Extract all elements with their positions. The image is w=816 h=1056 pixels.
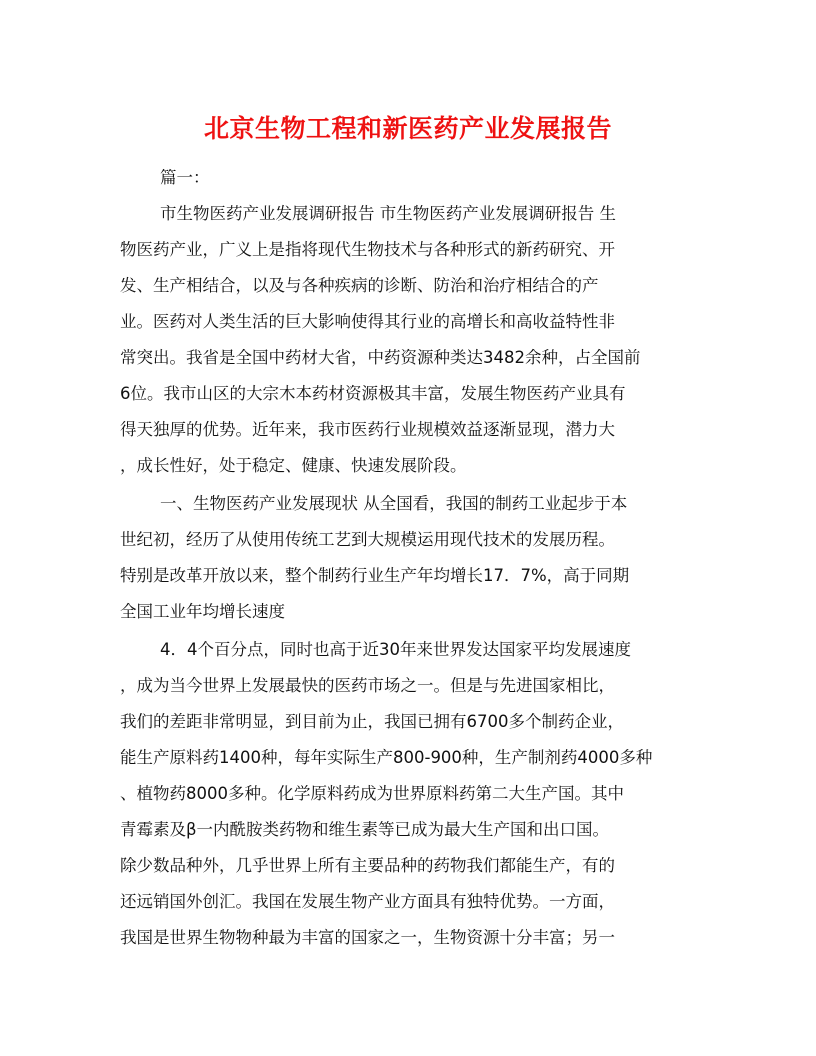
paragraph-line: 物医药产业，广义上是指将现代生物技术与各种形式的新药研究、开 xyxy=(120,240,615,259)
paragraph-line: ，成长性好，处于稳定、健康、快速发展阶段。 xyxy=(120,456,467,475)
paragraph-line: 发、生产相结合，以及与各种疾病的诊断、防治和治疗相结合的产 xyxy=(120,276,599,295)
section-heading: 篇一： xyxy=(160,168,210,187)
paragraph-line: 6位。我市山区的大宗木本药材资源极其丰富，发展生物医药产业具有 xyxy=(120,384,626,403)
document-title: 北京生物工程和新医药产业发展报告 xyxy=(203,113,612,143)
paragraph-line: 世纪初，经历了从使用传统工艺到大规模运用现代技术的发展历程。 xyxy=(120,530,615,549)
paragraph-line: 业。医药对人类生活的巨大影响使得其行业的高增长和高收益特性非 xyxy=(120,312,615,331)
paragraph-line: 除少数品种外，几乎世界上所有主要品种的药物我们都能生产，有的 xyxy=(120,856,615,875)
paragraph-line: 特别是改革开放以来，整个制药行业生产年均增长17．7%，高于同期 xyxy=(120,566,630,585)
paragraph-line: 4．4个百分点，同时也高于近30年来世界发达国家平均发展速度 xyxy=(160,640,631,659)
paragraph-line: 全国工业年均增长速度 xyxy=(120,602,285,621)
paragraph-line: 一、生物医药产业发展现状 从全国看，我国的制药工业起步于本 xyxy=(160,494,628,513)
paragraph-line: 、植物药8000多种。化学原料药成为世界原料药第二大生产国。其中 xyxy=(120,784,624,803)
paragraph-line: 还远销国外创汇。我国在发展生物产业方面具有独特优势。一方面， xyxy=(120,892,615,911)
paragraph-line: 青霉素及β一内酰胺类药物和维生素等已成为最大生产国和出口国。 xyxy=(120,820,610,839)
paragraph-line: 得天独厚的优势。近年来，我市医药行业规模效益逐渐显现，潜力大 xyxy=(120,420,615,439)
paragraph-line: 我国是世界生物物种最为丰富的国家之一，生物资源十分丰富；另一 xyxy=(120,928,615,947)
paragraph-line: 我们的差距非常明显，到目前为止，我国已拥有6700多个制药企业， xyxy=(120,712,624,731)
paragraph-line: 能生产原料药1400种，每年实际生产800-900种，生产制剂药4000多种 xyxy=(120,748,653,767)
paragraph-line: 常突出。我省是全国中药材大省，中药资源种类达3482余种，占全国前 xyxy=(120,348,641,367)
paragraph-line: ，成为当今世界上发展最快的医药市场之一。但是与先进国家相比， xyxy=(120,676,615,695)
paragraph-line: 市生物医药产业发展调研报告 市生物医药产业发展调研报告 生 xyxy=(160,204,616,223)
